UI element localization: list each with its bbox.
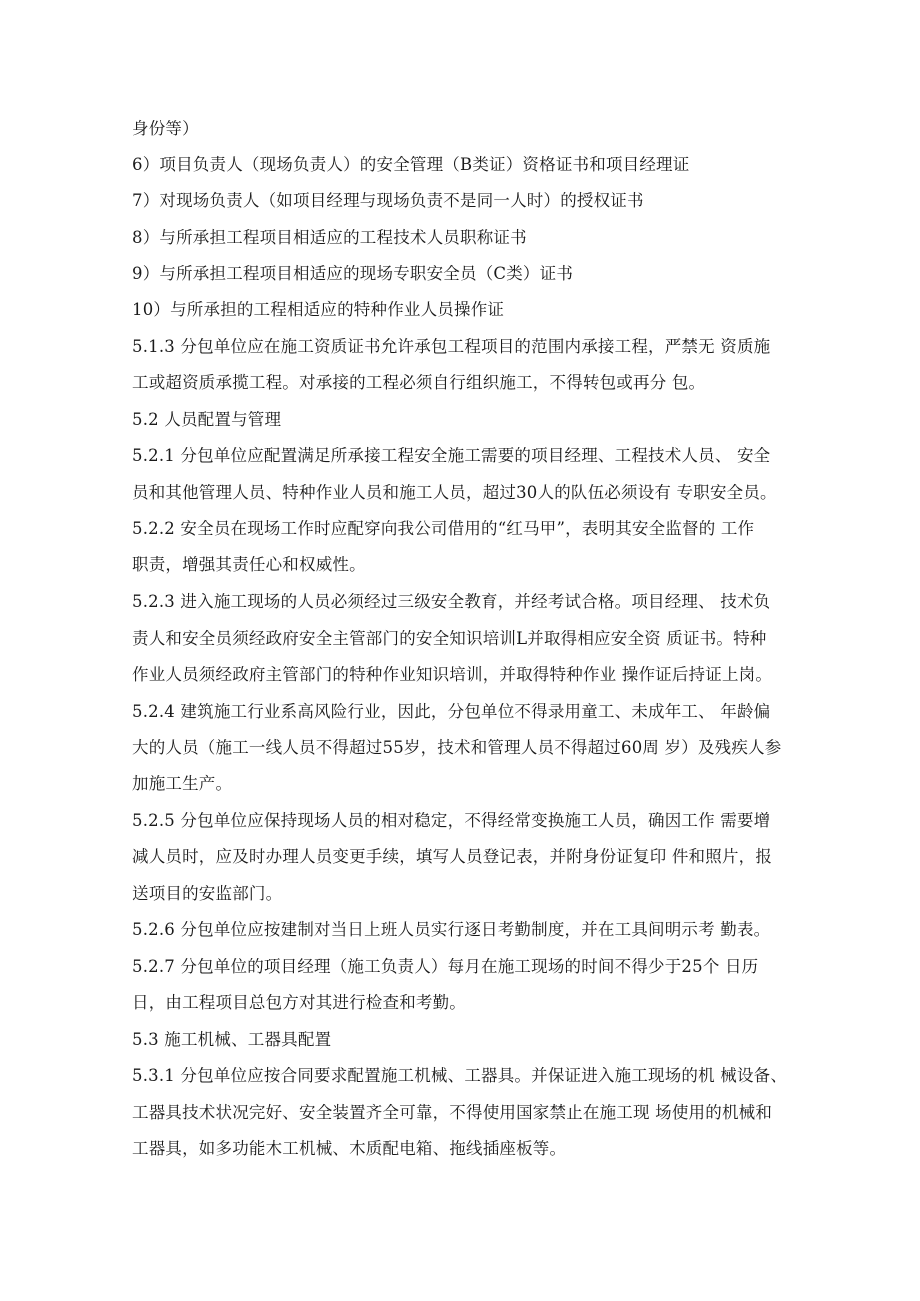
text-line: 5.3.1 分包单位应按合同要求配置施工机械、工器具。并保证进入施工现场的机 械设备、 (132, 1066, 788, 1085)
text-line: 5.2.4 建筑施工行业系高风险行业，因此，分包单位不得录用童工、未成年工、 年龄偏 (132, 702, 771, 721)
section-heading: 5.3 施工机械、工器具配置 (132, 1030, 332, 1049)
text-line: 工器具，如多功能木工机械、木质配电箱、拖线插座板等。 (132, 1139, 567, 1158)
text-line: 6）项目负责人（现场负责人）的安全管理（B类证）资格证书和项目经理证 (132, 155, 690, 174)
text-line: 9）与所承担工程项目相适应的现场专职安全员（C类）证书 (132, 264, 574, 283)
text-line: 5.2.7 分包单位的项目经理（施工负责人）每月在施工现场的时间不得少于25个 日历 (132, 957, 759, 976)
text-line: 员和其他管理人员、特种作业人员和施工人员，超过30人的队伍必须设有 专职安全员。 (132, 483, 777, 502)
text-line: 5.2.5 分包单位应保持现场人员的相对稳定，不得经常变换施工人员，确因工作 需要增 (132, 811, 771, 830)
text-line: 7）对现场负责人（如项目经理与现场负责不是同一人时）的授权证书 (132, 191, 644, 210)
text-line: 工或超资质承揽工程。对承接的工程必须自行组织施工，不得转包或再分 包。 (132, 373, 706, 392)
text-line: 身份等） (132, 119, 199, 138)
section-heading: 5.2 人员配置与管理 (132, 410, 282, 429)
text-line: 加施工生产。 (132, 774, 233, 793)
text-line: 减人员时，应及时办理人员变更手续，填写人员登记表，并附身份证复印 件和照片，报 (132, 847, 773, 866)
text-line: 10）与所承担的工程相适应的特种作业人员操作证 (132, 300, 505, 319)
text-line: 5.1.3 分包单位应在施工资质证书允许承包工程项目的范围内承接工程，严禁无 资质施 (132, 337, 771, 356)
text-line: 职责，增强其责任心和权威性。 (132, 555, 366, 574)
text-line: 大的人员（施工一线人员不得超过55岁，技术和管理人员不得超过60周 岁）及残疾人参 (132, 738, 782, 757)
text-line: 8）与所承担工程项目相适应的工程技术人员职称证书 (132, 228, 527, 247)
text-line: 日，由工程项目总包方对其进行检查和考勤。 (132, 993, 466, 1012)
text-line: 5.2.3 进入施工现场的人员必须经过三级安全教育，并经考试合格。项目经理、 技术负 (132, 592, 771, 611)
text-line: 工器具技术状况完好、安全装置齐全可靠，不得使用国家禁止在施工现 场使用的机械和 (132, 1103, 773, 1122)
text-line: 5.2.2 安全员在现场工作时应配穿向我公司借用的“红马甲”，表明其安全监督的 工作 (132, 519, 755, 538)
text-line: 5.2.6 分包单位应按建制对当日上班人员实行逐日考勤制度，并在工具间明示考 勤表。 (132, 920, 771, 939)
text-line: 5.2.1 分包单位应配置满足所承接工程安全施工需要的项目经理、工程技术人员、 安全 (132, 446, 771, 465)
text-line: 责人和安全员须经政府安全主管部门的安全知识培训L并取得相应安全资 质证书。特种 (132, 629, 767, 648)
text-line: 作业人员须经政府主管部门的特种作业知识培训，并取得特种作业 操作证后持证上岗。 (132, 665, 773, 684)
text-line: 送项目的安监部门。 (132, 884, 283, 903)
